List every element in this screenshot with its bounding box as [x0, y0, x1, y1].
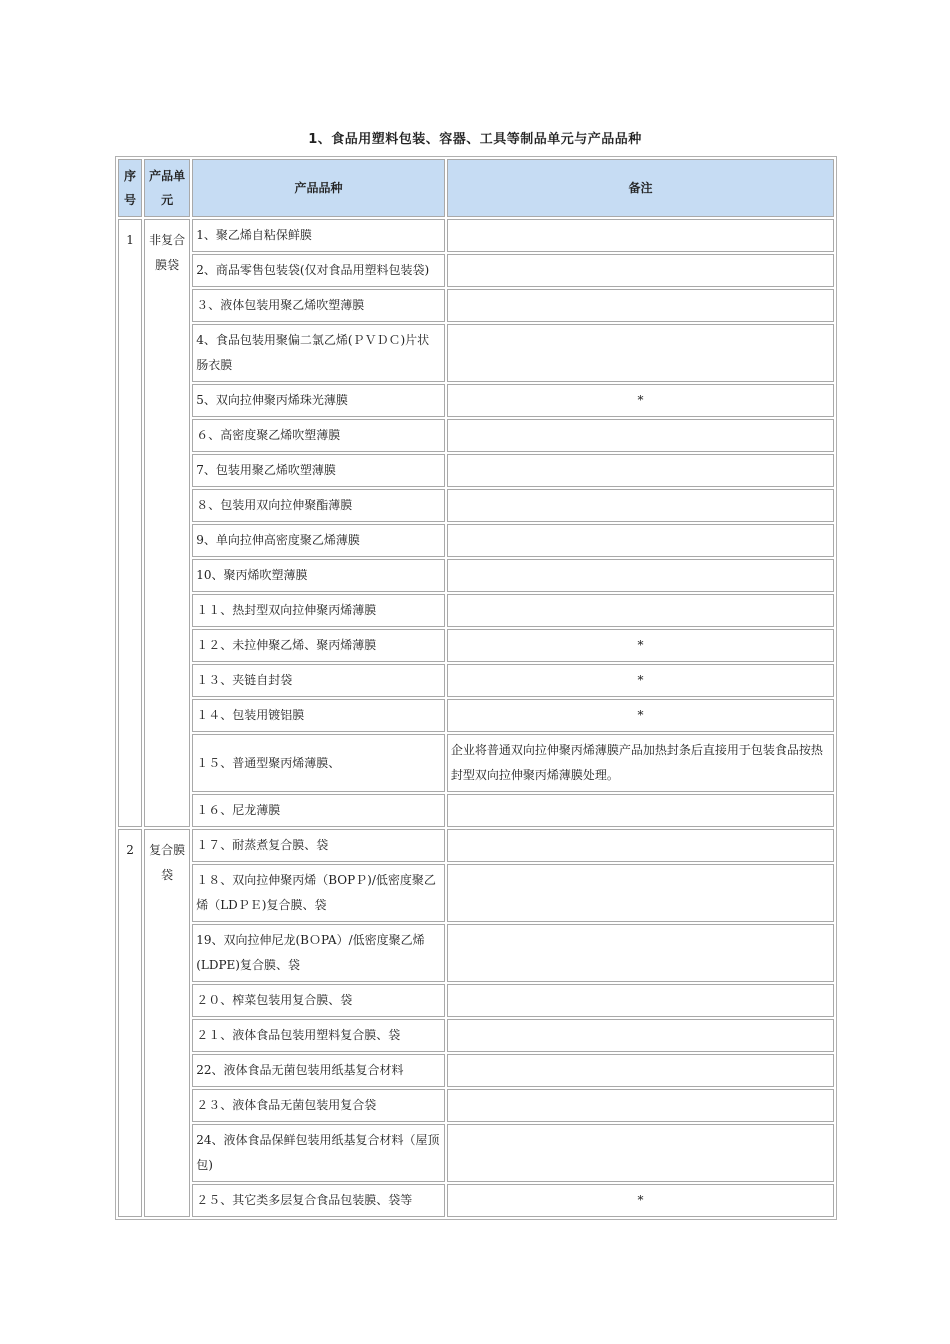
table-body: [118, 219, 834, 1217]
table-row: [118, 489, 834, 522]
note-cell: *: [447, 384, 834, 417]
note-cell: [447, 454, 834, 487]
table-row: [118, 1019, 834, 1052]
product-cell: １２、未拉伸聚乙烯、聚丙烯薄膜: [192, 629, 445, 662]
table-row: [118, 454, 834, 487]
product-cell: 9、单向拉伸高密度聚乙烯薄膜: [192, 524, 445, 557]
note-cell: *: [447, 629, 834, 662]
table-row: [118, 629, 834, 662]
product-cell: 7、包装用聚乙烯吹塑薄膜: [192, 454, 445, 487]
header-note: 备注: [447, 159, 834, 217]
note-cell: [447, 794, 834, 827]
note-cell: *: [447, 699, 834, 732]
header-row: [118, 159, 834, 217]
table-row: [118, 829, 834, 862]
note-cell: [447, 984, 834, 1017]
table-row: [118, 324, 834, 382]
table-row: [118, 594, 834, 627]
table-row: [118, 924, 834, 982]
table-row: [118, 864, 834, 922]
table-row: [118, 699, 834, 732]
unit-cell: 非复合膜袋: [144, 219, 190, 827]
product-cell: ２５、其它类多层复合食品包装膜、袋等: [192, 1184, 445, 1217]
product-cell: １３、夹链自封袋: [192, 664, 445, 697]
note-cell: [447, 559, 834, 592]
note-cell: [447, 1089, 834, 1122]
note-cell: [447, 924, 834, 982]
header-unit: 产品单元: [144, 159, 190, 217]
table-row: [118, 1124, 834, 1182]
product-cell: １８、双向拉伸聚丙烯（BOPＰ)/低密度聚乙烯（LDＰＥ)复合膜、袋: [192, 864, 445, 922]
note-cell: [447, 254, 834, 287]
seq-cell: 2: [118, 829, 142, 1217]
product-cell: ３、液体包装用聚乙烯吹塑薄膜: [192, 289, 445, 322]
table-row: [118, 384, 834, 417]
product-cell: ２１、液体食品包装用塑料复合膜、袋: [192, 1019, 445, 1052]
note-cell: [447, 864, 834, 922]
note-cell: *: [447, 664, 834, 697]
note-cell: [447, 594, 834, 627]
header-seq: 序号: [118, 159, 142, 217]
table-row: [118, 524, 834, 557]
product-cell: ２３、液体食品无菌包装用复合袋: [192, 1089, 445, 1122]
table-row: [118, 664, 834, 697]
product-cell: 22、液体食品无菌包装用纸基复合材料: [192, 1054, 445, 1087]
product-cell: 1、聚乙烯自粘保鲜膜: [192, 219, 445, 252]
table-row: [118, 219, 834, 252]
product-cell: １１、热封型双向拉伸聚丙烯薄膜: [192, 594, 445, 627]
header-product: 产品品种: [192, 159, 445, 217]
product-cell: 10、聚丙烯吹塑薄膜: [192, 559, 445, 592]
note-cell: [447, 1124, 834, 1182]
note-cell: [447, 829, 834, 862]
note-cell: [447, 524, 834, 557]
table-row: [118, 254, 834, 287]
table-row: [118, 559, 834, 592]
note-cell: [447, 419, 834, 452]
note-cell: [447, 219, 834, 252]
product-cell: １７、耐蒸煮复合膜、袋: [192, 829, 445, 862]
product-cell: 24、液体食品保鲜包装用纸基复合材料（屋顶包): [192, 1124, 445, 1182]
product-cell: 19、双向拉伸尼龙(BＯPA）/低密度聚乙烯(LDPE)复合膜、袋: [192, 924, 445, 982]
product-cell: 2、商品零售包装袋(仅对食品用塑料包装袋): [192, 254, 445, 287]
unit-cell: 复合膜袋: [144, 829, 190, 1217]
table-row: [118, 1089, 834, 1122]
table-row: [118, 419, 834, 452]
product-cell: ２０、榨菜包装用复合膜、袋: [192, 984, 445, 1017]
table-row: [118, 794, 834, 827]
seq-cell: 1: [118, 219, 142, 827]
table-row: [118, 984, 834, 1017]
product-cell: ８、包装用双向拉伸聚酯薄膜: [192, 489, 445, 522]
table-row: [118, 1054, 834, 1087]
note-cell: [447, 324, 834, 382]
product-cell: １５、普通型聚丙烯薄膜、: [192, 734, 445, 792]
table-row: [118, 1184, 834, 1217]
table-row: [118, 289, 834, 322]
note-cell: [447, 1054, 834, 1087]
product-cell: 5、双向拉伸聚丙烯珠光薄膜: [192, 384, 445, 417]
note-cell: *: [447, 1184, 834, 1217]
product-cell: 4、食品包装用聚偏二氯乙烯(ＰＶＤＣ)片状肠衣膜: [192, 324, 445, 382]
product-cell: １４、包装用镀铝膜: [192, 699, 445, 732]
page-title: 1、食品用塑料包装、容器、工具等制品单元与产品品种: [308, 132, 642, 147]
note-cell: [447, 1019, 834, 1052]
note-cell: 企业将普通双向拉伸聚丙烯薄膜产品加热封条后直接用于包装食品按热封型双向拉伸聚丙烯薄膜处理。: [447, 734, 834, 792]
note-cell: [447, 489, 834, 522]
product-table: [115, 156, 837, 1220]
product-cell: ６、高密度聚乙烯吹塑薄膜: [192, 419, 445, 452]
note-cell: [447, 289, 834, 322]
product-cell: １６、尼龙薄膜: [192, 794, 445, 827]
table-row: [118, 734, 834, 792]
